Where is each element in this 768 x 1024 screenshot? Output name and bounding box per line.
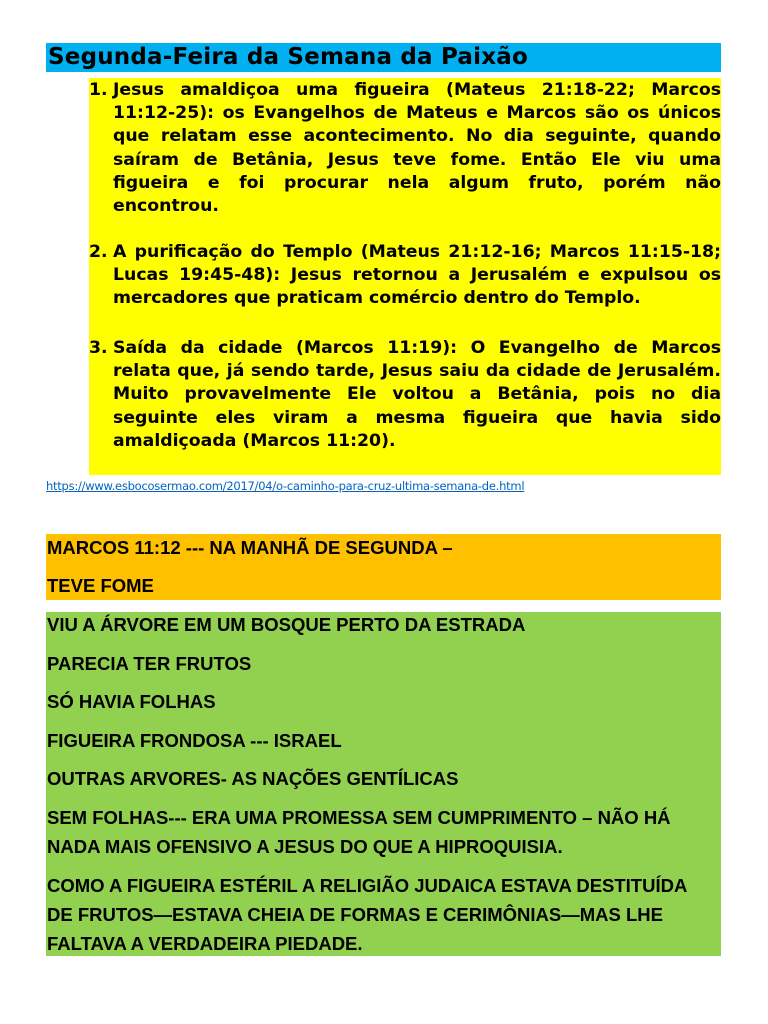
source-link[interactable]: https://www.esbocosermao.com/2017/04/o-caminho-para-cruz-ultima-semana-de.html [46, 479, 525, 493]
list-text: A purificação do Templo (Mateus 21:12-16; Marcos 11:15-18; Lucas 19:45-48): Jesus retornou a Jerusalém e expulsou os mercadores que praticam comércio dentro do Templo. [113, 242, 721, 309]
green-line-10: FALTAVA A VERDADEIRA PIEDADE. [47, 933, 363, 954]
green-line-9: DE FRUTOS—ESTAVA CHEIA DE FORMAS E CERIMÔNIAS—MAS LHE [47, 904, 664, 925]
list-number: 2. [89, 242, 108, 262]
orange-line-1: MARCOS 11:12 --- NA MANHÃ DE SEGUNDA – [47, 537, 453, 558]
green-line-3: SÓ HAVIA FOLHAS [47, 691, 216, 712]
green-line-5: OUTRAS ARVORES- AS NAÇÕES GENTÍLICAS [47, 768, 459, 789]
list-text: Jesus amaldiçoa uma figueira (Mateus 21:18-22; Marcos 11:12-25): os Evangelhos de Mateus e Marcos são os únicos que relatam esse acontecimento. No dia seguinte, quando saíram de Betânia, Jesus teve fome. Então Ele viu uma figueira e foi procurar nela algum fruto, porém não encontrou. [113, 80, 721, 217]
list-text: Saída da cidade (Marcos 11:19): O Evangelho de Marcos relata que, já sendo tarde, Jesus saiu da cidade de Jerusalém. Muito provavelmente Ele voltou a Betânia, pois no dia seguinte eles viram a mesma figueira que havia sido amaldiçoada (Marcos 11:20). [113, 338, 721, 451]
list-number: 1. [89, 80, 108, 100]
list-item-1 [89, 79, 721, 218]
green-line-6: SEM FOLHAS--- ERA UMA PROMESSA SEM CUMPRIMENTO – NÃO HÁ [47, 807, 671, 828]
orange-line-2: TEVE FOME [47, 575, 154, 596]
list-number: 3. [89, 338, 108, 358]
green-line-7: NADA MAIS OFENSIVO A JESUS DO QUE A HIPROQUISIA. [47, 836, 563, 857]
list-item-2 [89, 241, 721, 311]
green-line-2: PARECIA TER FRUTOS [47, 653, 252, 674]
green-line-4: FIGUEIRA FRONDOSA --- ISRAEL [47, 730, 342, 751]
page-title: Segunda-Feira da Semana da Paixão [46, 43, 721, 72]
green-line-1: VIU A ÁRVORE EM UM BOSQUE PERTO DA ESTRADA [47, 614, 526, 635]
list-item-3 [89, 337, 721, 453]
green-line-8: COMO A FIGUEIRA ESTÉRIL A RELIGIÃO JUDAICA ESTAVA DESTITUÍDA [47, 875, 688, 896]
